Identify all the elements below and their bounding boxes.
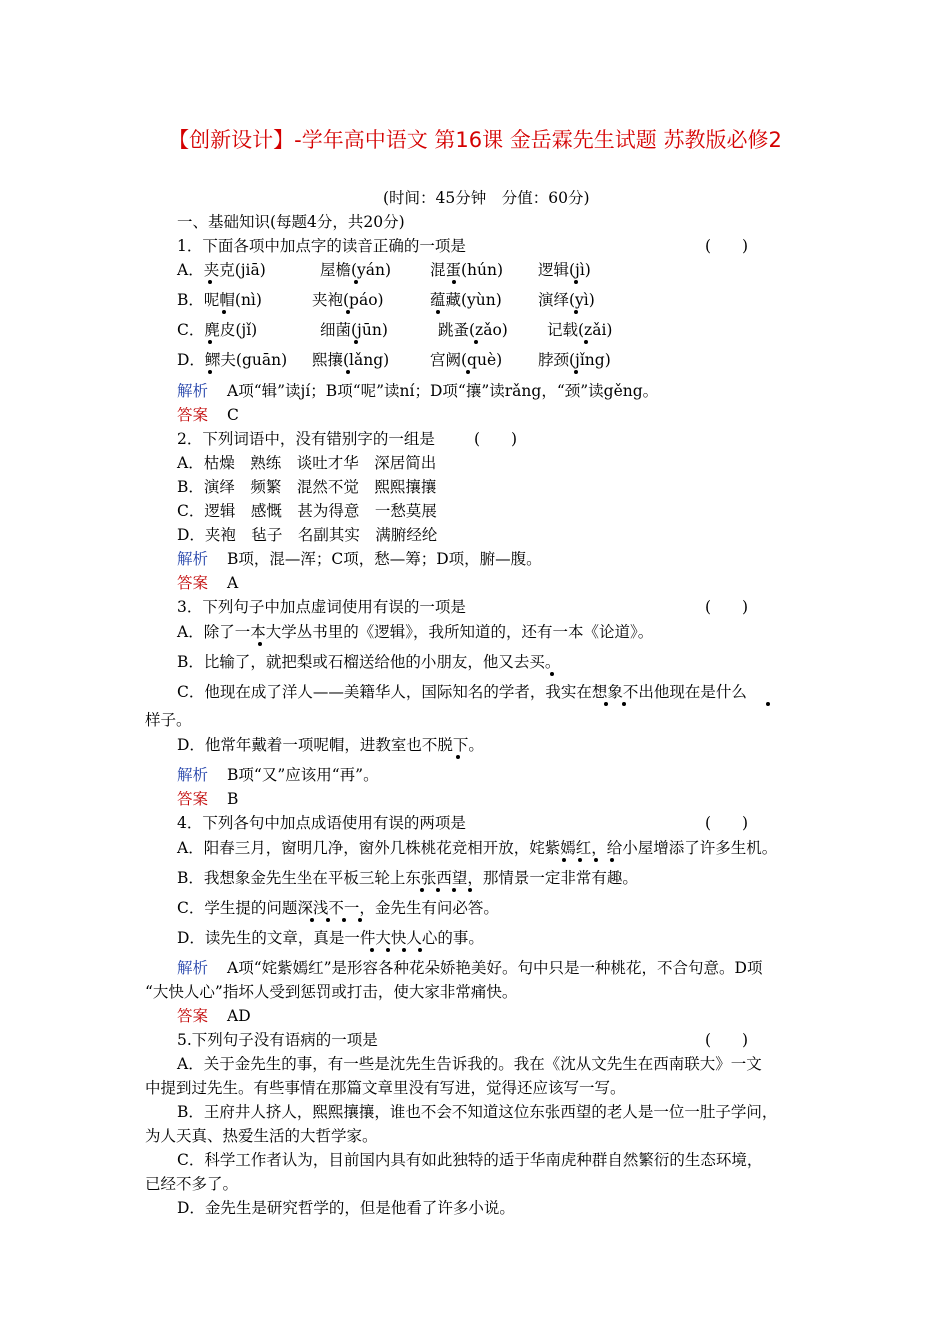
q1-answer-label: 答案 xyxy=(177,406,209,424)
q4-analysis: A项“姹紫嫣红”是形容各种花朵娇艳美好。句中只是一种桃花，不合句意。D项 xyxy=(227,959,763,977)
q2-option-d: D．夹袍 毡子 名副其实 满腑经纶 xyxy=(177,526,438,544)
emphasis-dot xyxy=(562,858,566,862)
emphasis-dot xyxy=(550,672,554,676)
q3-answer-blank: ( ) xyxy=(705,598,749,616)
emphasis-dot xyxy=(584,340,588,344)
q4-option-c: C．学生提的问题深浅不一，金先生有问必答。 xyxy=(177,899,499,917)
q1-option-d4: 脖颈(jǐng) xyxy=(538,351,611,369)
q2-stem: 2．下列词语中，没有错别字的一组是 xyxy=(177,430,435,448)
q4-option-a: A．阳春三月，窗明几净，窗外几株桃花竞相开放，姹紫嫣红，给小屋增添了许多生机。 xyxy=(177,839,778,857)
emphasis-dot xyxy=(208,280,212,284)
emphasis-dot xyxy=(452,888,456,892)
q3-stem: 3．下列句子中加点虚词使用有误的一项是 xyxy=(177,598,466,616)
emphasis-dot xyxy=(456,755,460,759)
emphasis-dot xyxy=(354,280,358,284)
q4-answer: AD xyxy=(227,1007,251,1025)
q4-answer-blank: ( ) xyxy=(705,814,749,832)
emphasis-dot xyxy=(436,888,440,892)
q1-option-b1: B．呢帽(nì) xyxy=(177,291,262,309)
q5-option-b: B．王府井人挤人，熙熙攘攘，谁也不会不知道这位东张西望的老人是一位一肚子学问， xyxy=(177,1103,778,1121)
q5-answer-blank: ( ) xyxy=(705,1031,749,1049)
q1-option-c2: 细菌(jūn) xyxy=(320,321,388,339)
section-heading: 一、基础知识(每题4分，共20分) xyxy=(177,213,405,231)
q1-option-a1: A．夹克(jiā) xyxy=(177,261,266,279)
q2-answer-blank: ( ) xyxy=(474,430,518,448)
emphasis-dot xyxy=(420,888,424,892)
q1-answer-blank: ( ) xyxy=(705,237,749,255)
emphasis-dot xyxy=(354,340,358,344)
document-title: 【创新设计】-学年高中语文 第16课 金岳霖先生试题 苏教版必修2 xyxy=(168,128,782,152)
q2-answer-label: 答案 xyxy=(177,574,209,592)
q3-analysis-label: 解析 xyxy=(177,766,209,784)
emphasis-dot xyxy=(208,370,212,374)
emphasis-dot xyxy=(468,888,472,892)
q3-option-c-cont: 样子。 xyxy=(145,711,192,729)
q5-option-b-cont: 为人天真、热爱生活的大哲学家。 xyxy=(145,1127,378,1145)
q1-stem: 1．下面各项中加点字的读音正确的一项是 xyxy=(177,237,466,255)
emphasis-dot xyxy=(766,702,770,706)
q1-option-c1: C．麂皮(jǐ) xyxy=(177,321,258,339)
q1-option-a3: 混蛋(hún) xyxy=(430,261,504,279)
emphasis-dot xyxy=(574,370,578,374)
q5-option-a: A．关于金先生的事，有一些是沈先生告诉我的。我在《沈从文先生在西南联大》一文 xyxy=(177,1055,762,1073)
emphasis-dot xyxy=(370,948,374,952)
q3-option-c: C．他现在成了洋人——美籍华人，国际知名的学者，我实在想象不出他现在是什么 xyxy=(177,683,747,701)
emphasis-dot xyxy=(346,370,350,374)
q1-option-c3: 跳蚤(zǎo) xyxy=(438,321,508,339)
emphasis-dot xyxy=(402,948,406,952)
q2-analysis: B项，混—浑；C项，愁—筹；D项，腑—腹。 xyxy=(227,550,542,568)
q4-analysis-label: 解析 xyxy=(177,959,209,977)
q1-option-d1: D．鳏夫(guān) xyxy=(177,351,288,369)
emphasis-dot xyxy=(258,642,262,646)
q1-option-b4: 演绎(yì) xyxy=(538,291,595,309)
q1-option-d3: 宫阙(què) xyxy=(430,351,503,369)
time-score-meta: (时间：45分钟 分值：60分) xyxy=(383,189,590,207)
q3-option-b: B．比输了，就把梨或石榴送给他的小朋友，他又去买。 xyxy=(177,653,561,671)
q3-answer-label: 答案 xyxy=(177,790,209,808)
q2-option-b: B．演绎 频繁 混然不觉 熙熙攘攘 xyxy=(177,478,437,496)
q1-analysis-label: 解析 xyxy=(177,382,209,400)
q1-answer: C xyxy=(227,406,239,424)
q4-option-b: B．我想象金先生坐在平板三轮上东张西望，那情景一定非常有趣。 xyxy=(177,869,638,887)
q3-answer: B xyxy=(227,790,239,808)
q5-option-c: C．科学工作者认为，目前国内具有如此独特的适于华南虎种群自然繁衍的生态环境， xyxy=(177,1151,763,1169)
emphasis-dot xyxy=(452,280,456,284)
q1-option-c4: 记载(zǎi) xyxy=(547,321,613,339)
q3-option-d: D．他常年戴着一项呢帽，进教室也不脱下。 xyxy=(177,736,484,754)
q5-stem: 5.下列句子没有语病的一项是 xyxy=(177,1031,378,1049)
emphasis-dot xyxy=(326,918,330,922)
q4-stem: 4．下列各句中加点成语使用有误的两项是 xyxy=(177,814,466,832)
q4-analysis-cont: “大快人心”指坏人受到惩罚或打击，使大家非常痛快。 xyxy=(145,983,518,1001)
emphasis-dot xyxy=(594,858,598,862)
emphasis-dot xyxy=(574,310,578,314)
emphasis-dot xyxy=(436,310,440,314)
emphasis-dot xyxy=(208,340,212,344)
emphasis-dot xyxy=(604,702,608,706)
emphasis-dot xyxy=(474,340,478,344)
q3-option-a: A．除了一本大学丛书里的《逻辑》，我所知道的，还有一本《论道》。 xyxy=(177,623,654,641)
q4-option-d: D．读先生的文章，真是一件大快人心的事。 xyxy=(177,929,484,947)
emphasis-dot xyxy=(358,918,362,922)
q1-option-a2: 屋檐(yán) xyxy=(320,261,392,279)
q1-option-a4: 逻辑(jì) xyxy=(538,261,591,279)
emphasis-dot xyxy=(466,370,470,374)
emphasis-dot xyxy=(310,918,314,922)
emphasis-dot xyxy=(418,948,422,952)
q3-analysis: B项“又”应该用“再”。 xyxy=(227,766,379,784)
q2-option-c: C．逻辑 感慨 甚为得意 一愁莫展 xyxy=(177,502,437,520)
emphasis-dot xyxy=(578,858,582,862)
q1-option-b3: 蕴藏(yùn) xyxy=(430,291,502,309)
q1-option-d2: 熙攘(lǎng) xyxy=(312,351,390,369)
q2-option-a: A．枯燥 熟练 谈吐才华 深居简出 xyxy=(177,454,437,472)
q4-answer-label: 答案 xyxy=(177,1007,209,1025)
emphasis-dot xyxy=(574,280,578,284)
emphasis-dot xyxy=(622,702,626,706)
q2-analysis-label: 解析 xyxy=(177,550,209,568)
q2-answer: A xyxy=(227,574,239,592)
emphasis-dot xyxy=(342,918,346,922)
q5-option-a-cont: 中提到过先生。有些事情在那篇文章里没有写进，觉得还应该写一写。 xyxy=(145,1079,626,1097)
q1-analysis: A项“辑”读jí；B项“呢”读ní；D项“攘”读rǎng，“颈”读gěng。 xyxy=(227,382,659,400)
q5-option-d: D．金先生是研究哲学的，但是他看了许多小说。 xyxy=(177,1199,515,1217)
emphasis-dot xyxy=(610,858,614,862)
q1-option-b2: 夹袍(páo) xyxy=(312,291,384,309)
emphasis-dot xyxy=(386,948,390,952)
emphasis-dot xyxy=(346,310,350,314)
q5-option-c-cont: 已经不多了。 xyxy=(145,1175,239,1193)
emphasis-dot xyxy=(222,310,226,314)
